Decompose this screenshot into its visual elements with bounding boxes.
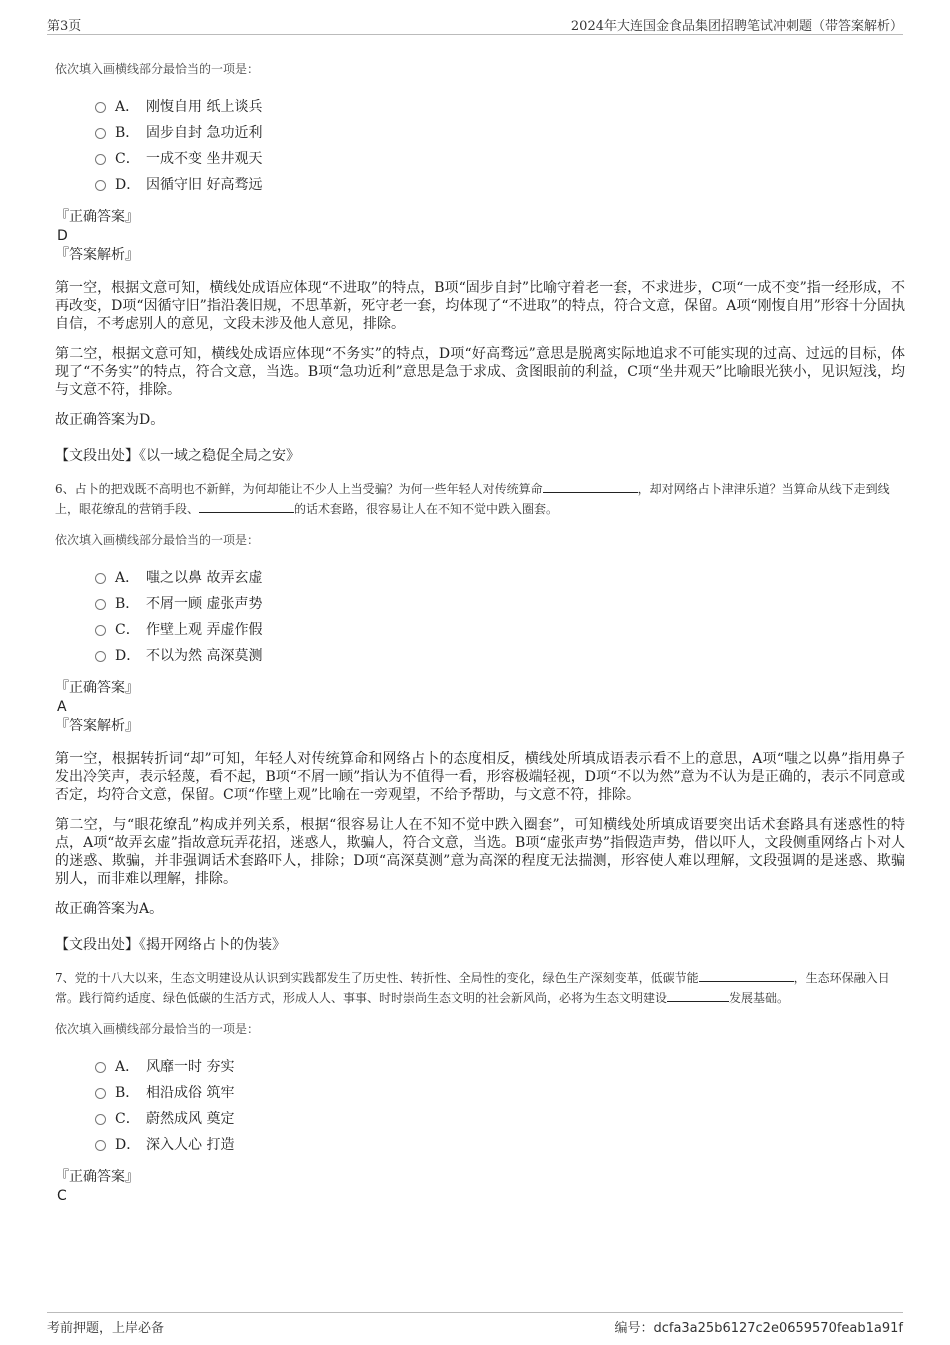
radio-icon[interactable] [95,1062,106,1073]
option-letter: A． [115,570,140,586]
correct-answer: D [57,228,68,244]
page-footer [47,1312,903,1337]
correct-answer: A [57,699,67,715]
option-c[interactable] [95,145,905,171]
correct-answer-label: 『正确答案』 [55,680,139,696]
radio-icon[interactable] [95,651,106,662]
question-5 [55,60,905,465]
option-letter: D． [115,1137,141,1153]
analysis-paragraph: 第二空，与“眼花缭乱”构成并列关系，根据“很容易让人在不知不觉中跌入圈套”，可知横线处所填成语要突出话术套路具有迷惑性的特点，A项“故弄玄虚”指故意玩弄花招，迷惑人，欺骗人，符合文意，当选。B项“虚张声势”指假造声势，借以吓人，文段侧重网络占卜对人的迷惑、欺骗，并非强调话术套路吓人，排除；D项“高深莫测”意为高深的程度无法揣测，形容使人难以理解，文段强调的是迷惑、欺骗别人，而非难以理解，排除。 [55,817,905,887]
option-c[interactable] [95,1105,905,1131]
option-letter: C． [115,151,140,167]
analysis-label: 『答案解析』 [55,718,139,734]
radio-icon[interactable] [95,573,106,584]
radio-icon[interactable] [95,1114,106,1125]
option-list [95,564,905,668]
option-text: 因循守旧 好高骛远 [146,177,263,193]
question-text-part: ，生态环保融入日常。践行简约适度、绿色低碳的生活方式，形成人人、事事、时时崇尚生态文明的社会新风尚，必将为生态文明建设 [55,971,890,1005]
option-b[interactable] [95,119,905,145]
question-prompt: 依次填入画横线部分最恰当的一项是： [55,533,260,547]
option-text: 不屑一顾 虚张声势 [146,596,263,612]
question-text [55,479,905,519]
source-citation: 【文段出处】《揭开网络占卜的伪装》 [55,937,286,953]
option-letter: D． [115,177,141,193]
option-text: 蔚然成风 奠定 [146,1111,235,1127]
radio-icon[interactable] [95,154,106,165]
fill-blank [199,500,294,513]
document-body [55,60,905,1205]
source-citation: 【文段出处】《以一域之稳促全局之安》 [55,448,300,464]
option-letter: A． [115,99,140,115]
document-code [614,1317,903,1336]
radio-icon[interactable] [95,128,106,139]
analysis-paragraph: 第二空，根据文意可知，横线处成语应体现“不务实”的特点，D项“好高骛远”意思是脱离实际地追求不可能实现的过高、过远的目标，体现了“不务实”的特点，符合文意，当选。B项“急功近利”意思是急于求成、贪图眼前的利益，C项“坐井观天”比喻眼光狭小，见识短浅，均与文意不符，排除。 [55,346,905,398]
fill-blank [543,480,638,493]
option-text: 风靡一时 夯实 [146,1059,235,1075]
analysis-label: 『答案解析』 [55,247,139,263]
page-number: 第3页 [47,19,82,34]
question-6 [55,479,905,954]
option-text: 一成不变 坐井观天 [146,151,263,167]
correct-answer: C [57,1188,67,1204]
document-title: 2024年大连国金食品集团招聘笔试冲刺题（带答案解析） [570,19,903,34]
option-list [95,1053,905,1157]
footer-slogan: 考前押题，上岸必备 [47,1321,165,1336]
option-d[interactable] [95,171,905,197]
radio-icon[interactable] [95,102,106,113]
radio-icon[interactable] [95,1140,106,1151]
question-text-part: ，却对网络占卜津津乐道？当算命从线下走到线上，眼花缭乱的营销手段、 [55,482,890,516]
option-d[interactable] [95,1131,905,1157]
radio-icon[interactable] [95,1088,106,1099]
option-letter: B． [115,125,140,141]
option-text: 刚愎自用 纸上谈兵 [146,99,263,115]
option-text: 不以为然 高深莫测 [146,648,263,664]
analysis-conclusion: 故正确答案为D。 [55,412,165,428]
question-text-part: 7、党的十八大以来，生态文明建设从认识到实践都发生了历史性、转折性、全局性的变化，绿色生产深刻变革，低碳节能 [55,971,699,985]
analysis-conclusion: 故正确答案为A。 [55,901,164,917]
option-a[interactable] [95,564,905,590]
option-a[interactable] [95,93,905,119]
radio-icon[interactable] [95,599,106,610]
option-b[interactable] [95,1079,905,1105]
option-letter: B． [115,596,140,612]
option-text: 嗤之以鼻 故弄玄虚 [146,570,263,586]
option-text: 固步自封 急功近利 [146,125,263,141]
option-letter: C． [115,622,140,638]
option-a[interactable] [95,1053,905,1079]
question-text [55,968,905,1008]
option-letter: C． [115,1111,140,1127]
radio-icon[interactable] [95,180,106,191]
option-text: 深入人心 打造 [146,1137,235,1153]
option-c[interactable] [95,616,905,642]
correct-answer-label: 『正确答案』 [55,1169,139,1185]
option-list [95,93,905,197]
page-header [47,14,903,35]
question-text-part: 的话术套路，很容易让人在不知不觉中跌入圈套。 [294,502,559,516]
code-value: dcfa3a25b6127c2e0659570feab1a91f [653,1321,903,1336]
question-text-part: 6、占卜的把戏既不高明也不新鲜，为何却能让不少人上当受骗？为何一些年轻人对传统算命 [55,482,543,496]
question-7 [55,968,905,1205]
option-d[interactable] [95,642,905,668]
question-prompt: 依次填入画横线部分最恰当的一项是： [55,62,260,76]
code-label: 编号： [614,1321,654,1336]
fill-blank [699,969,794,982]
option-b[interactable] [95,590,905,616]
question-text-part: 发展基础。 [729,991,790,1005]
option-letter: B． [115,1085,140,1101]
radio-icon[interactable] [95,625,106,636]
fill-blank [667,989,729,1002]
analysis-paragraph: 第一空，根据转折词“却”可知，年轻人对传统算命和网络占卜的态度相反，横线处所填成语表示看不上的意思，A项“嗤之以鼻”指用鼻子发出冷笑声，表示轻蔑，看不起，B项“不屑一顾”指认为不值得一看，形容极端轻视，D项“不以为然”意为不认为是正确的，表示不同意或否定，均符合文意，保留。C项“作壁上观”比喻在一旁观望，不给予帮助，与文意不符，排除。 [55,751,905,803]
question-prompt: 依次填入画横线部分最恰当的一项是： [55,1022,260,1036]
option-letter: D． [115,648,141,664]
option-text: 相沿成俗 筑牢 [146,1085,235,1101]
option-letter: A． [115,1059,140,1075]
option-text: 作壁上观 弄虚作假 [146,622,263,638]
correct-answer-label: 『正确答案』 [55,209,139,225]
analysis-paragraph: 第一空，根据文意可知，横线处成语应体现“不进取”的特点，B项“固步自封”比喻守着老一套，不求进步，C项“一成不变”指一经形成，不再改变，D项“因循守旧”指沿袭旧规，不思革新，死守老一套，均体现了“不进取”的特点，符合文意，保留。A项“刚愎自用”形容十分固执自信，不考虑别人的意见，文段未涉及他人意见，排除。 [55,280,905,332]
